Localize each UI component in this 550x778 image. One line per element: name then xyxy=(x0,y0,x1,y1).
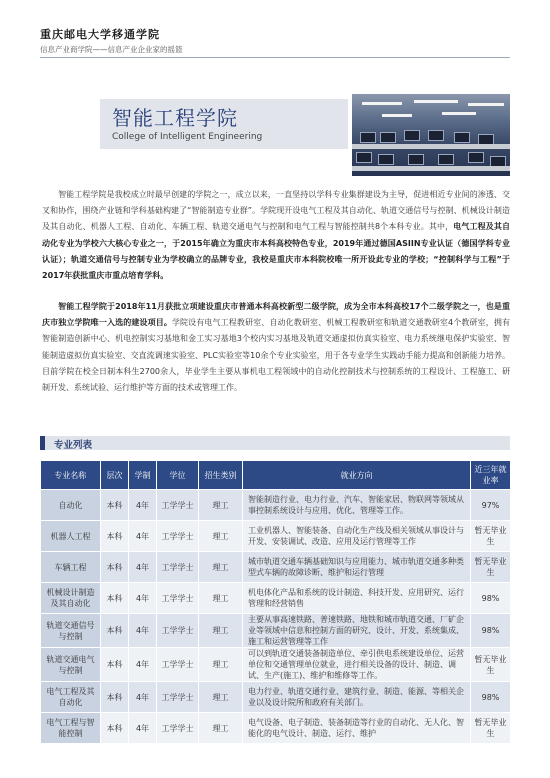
major-degree: 工学学士 xyxy=(157,648,199,682)
major-category: 理工 xyxy=(199,552,243,583)
intro-p2-text: 学院设有电气工程教研室、自动化教研室、机械工程教研室和轨道交通教研室4个教研室，拥有智能制造创新中心、机电控制实习基地和金工实习基地3个校内实习基地及轨道交通虚拟仿真实验室、电力系统继电保护实验室、智能制造虚拟仿真实验室、交直流调速实验室、PLC实验室等10余个专业实验室，用于各专业学生实践动手能力提高和创新能力培养。目前学院在校全日制本科生2700余人，毕业学生主要从事机电工程领域中的自动化控制技术与控制系统的工程设计、工程施工、研制开发、系统试验、运行维护等方面的技术或管理工作。 xyxy=(42,318,510,393)
major-direction: 主要从事高速铁路、普速铁路、地铁和城市轨道交通、厂矿企业等领域中信息和控制方面的研究、设计、开发、系统集成、施工和运营管理等工作 xyxy=(243,614,471,648)
table-row xyxy=(41,583,511,614)
table-row xyxy=(41,682,511,713)
majors-table xyxy=(40,461,511,744)
major-name: 机器人工程 xyxy=(41,521,101,552)
classroom-computer-lab-photo xyxy=(352,94,510,176)
major-degree: 工学学士 xyxy=(157,552,199,583)
major-name: 车辆工程 xyxy=(41,552,101,583)
major-direction: 电气设备、电子制造、装备制造等行业的自动化、无人化、智能化的电气设计、制造、运行、维护 xyxy=(243,713,471,744)
col-header-direction: 就业方向 xyxy=(243,461,471,490)
major-category: 理工 xyxy=(199,490,243,521)
intro-paragraph-2 xyxy=(42,299,510,396)
major-years: 4年 xyxy=(129,682,157,713)
major-direction: 电力行业、轨道交通行业、建筑行业、制造、能源、等相关企业以及设计院所和政府有关部门。 xyxy=(243,682,471,713)
major-rate: 98% xyxy=(471,682,511,713)
table-row xyxy=(41,521,511,552)
major-direction: 工业机器人、智能装备、自动化生产线及相关领域从事设计与开发、安装调试、改造、应用及运行管理等工作 xyxy=(243,521,471,552)
major-level: 本科 xyxy=(101,648,129,682)
col-header-degree: 学位 xyxy=(157,461,199,490)
section-title: 专业列表 xyxy=(54,440,93,451)
table-row xyxy=(41,552,511,583)
major-rate: 暂无毕业生 xyxy=(471,521,511,552)
major-level: 本科 xyxy=(101,521,129,552)
major-category: 理工 xyxy=(199,648,243,682)
major-degree: 工学学士 xyxy=(157,713,199,744)
table-row xyxy=(41,713,511,744)
major-level: 本科 xyxy=(101,713,129,744)
section-header xyxy=(40,436,510,450)
major-years: 4年 xyxy=(129,521,157,552)
col-header-level: 层次 xyxy=(101,461,129,490)
col-header-rate: 近三年就业率 xyxy=(471,461,511,490)
major-category: 理工 xyxy=(199,521,243,552)
major-category: 理工 xyxy=(199,682,243,713)
college-english-name: College of Intelligent Engineering xyxy=(112,132,263,142)
major-name: 机械设计制造及其自动化 xyxy=(41,583,101,614)
major-level: 本科 xyxy=(101,583,129,614)
major-name: 轨道交通信号与控制 xyxy=(41,614,101,648)
major-level: 本科 xyxy=(101,682,129,713)
major-years: 4年 xyxy=(129,583,157,614)
major-rate: 98% xyxy=(471,583,511,614)
col-header-category: 招生类别 xyxy=(199,461,243,490)
major-years: 4年 xyxy=(129,552,157,583)
table-header-row xyxy=(41,461,511,490)
major-category: 理工 xyxy=(199,583,243,614)
major-rate: 98% xyxy=(471,614,511,648)
major-degree: 工学学士 xyxy=(157,521,199,552)
major-degree: 工学学士 xyxy=(157,682,199,713)
intro-p1-text: 智能工程学院是我校成立时最早创建的学院之一，成立以来，一直坚持以学科专业集群建设为主导，促进相近专业间的渗透、交叉和协作，围绕产业链和学科基础构建了“智能制造专业群”。学院现开设电气工程及其自动化、轨道交通信号与控制、机械设计制造及其自动化、机器人工程、自动化、车辆工程、轨道交通电气与控制和电气工程与智能控制共8个本科专业。其中， xyxy=(42,190,510,232)
major-level: 本科 xyxy=(101,490,129,521)
major-direction: 智能制造行业、电力行业、汽车、智能家居、物联网等领域从事控制系统设计与应用、优化、管理等工作。 xyxy=(243,490,471,521)
col-header-name: 专业名称 xyxy=(41,461,101,490)
school-name: 重庆邮电大学移通学院 xyxy=(40,28,160,41)
major-direction: 城市轨道交通车辆基础知识与应用能力、城市轨道交通多种类型式车辆的故障诊断、维护和运行管理 xyxy=(243,552,471,583)
table-row xyxy=(41,648,511,682)
major-years: 4年 xyxy=(129,490,157,521)
intro-p2-bold: 智能工程学院于2018年11月获批立项建设重庆市普通本科高校新型二级学院，成为全市本科高校17个二级学院之一，也是重庆市独立学院唯一入选的建设项目。 xyxy=(42,302,510,328)
major-name: 电气工程与智能控制 xyxy=(41,713,101,744)
major-degree: 工学学士 xyxy=(157,490,199,521)
table-row xyxy=(41,490,511,521)
major-category: 理工 xyxy=(199,614,243,648)
major-name: 轨道交通电气与控制 xyxy=(41,648,101,682)
major-rate: 暂无毕业生 xyxy=(471,552,511,583)
table-row xyxy=(41,614,511,648)
major-name: 电气工程及其自动化 xyxy=(41,682,101,713)
major-name: 自动化 xyxy=(41,490,101,521)
major-direction: 可以到轨道交通装备制造单位、牵引供电系统建设单位、运营单位和交通管理单位就业，进行相关设备的设计、制造、调试、生产(施工)、维护和维修等工作。 xyxy=(243,648,471,682)
school-tagline: 信息产业商学院——信息产业企业家的摇篮 xyxy=(40,45,183,54)
major-category: 理工 xyxy=(199,713,243,744)
major-degree: 工学学士 xyxy=(157,583,199,614)
major-years: 4年 xyxy=(129,713,157,744)
section-accent xyxy=(40,436,45,450)
college-title: 智能工程学院 xyxy=(112,106,238,130)
major-years: 4年 xyxy=(129,648,157,682)
col-header-years: 学制 xyxy=(129,461,157,490)
major-direction: 机电体化产品和系统的设计制造、科技开发、应用研究、运行管理和经营销售 xyxy=(243,583,471,614)
intro-paragraph-1 xyxy=(42,187,510,284)
major-rate: 暂无毕业生 xyxy=(471,713,511,744)
major-level: 本科 xyxy=(101,552,129,583)
major-rate: 暂无毕业生 xyxy=(471,648,511,682)
major-rate: 97% xyxy=(471,490,511,521)
major-years: 4年 xyxy=(129,614,157,648)
intro-p1-bold: 电气工程及其自动化专业为学校六大核心专业之一，于2015年确立为重庆市本科高校特色专业，2019年通过德国ASIIN专业认证（德国学科专业认证）；轨道交通信号与控制专业为学校确立的品牌专业，我校是重庆市本科院校唯一所开设此专业的学校；“控制科学与工程”于2017年获批重庆市重点培育学科。 xyxy=(42,222,510,281)
major-level: 本科 xyxy=(101,614,129,648)
major-degree: 工学学士 xyxy=(157,614,199,648)
header-divider xyxy=(40,57,510,58)
